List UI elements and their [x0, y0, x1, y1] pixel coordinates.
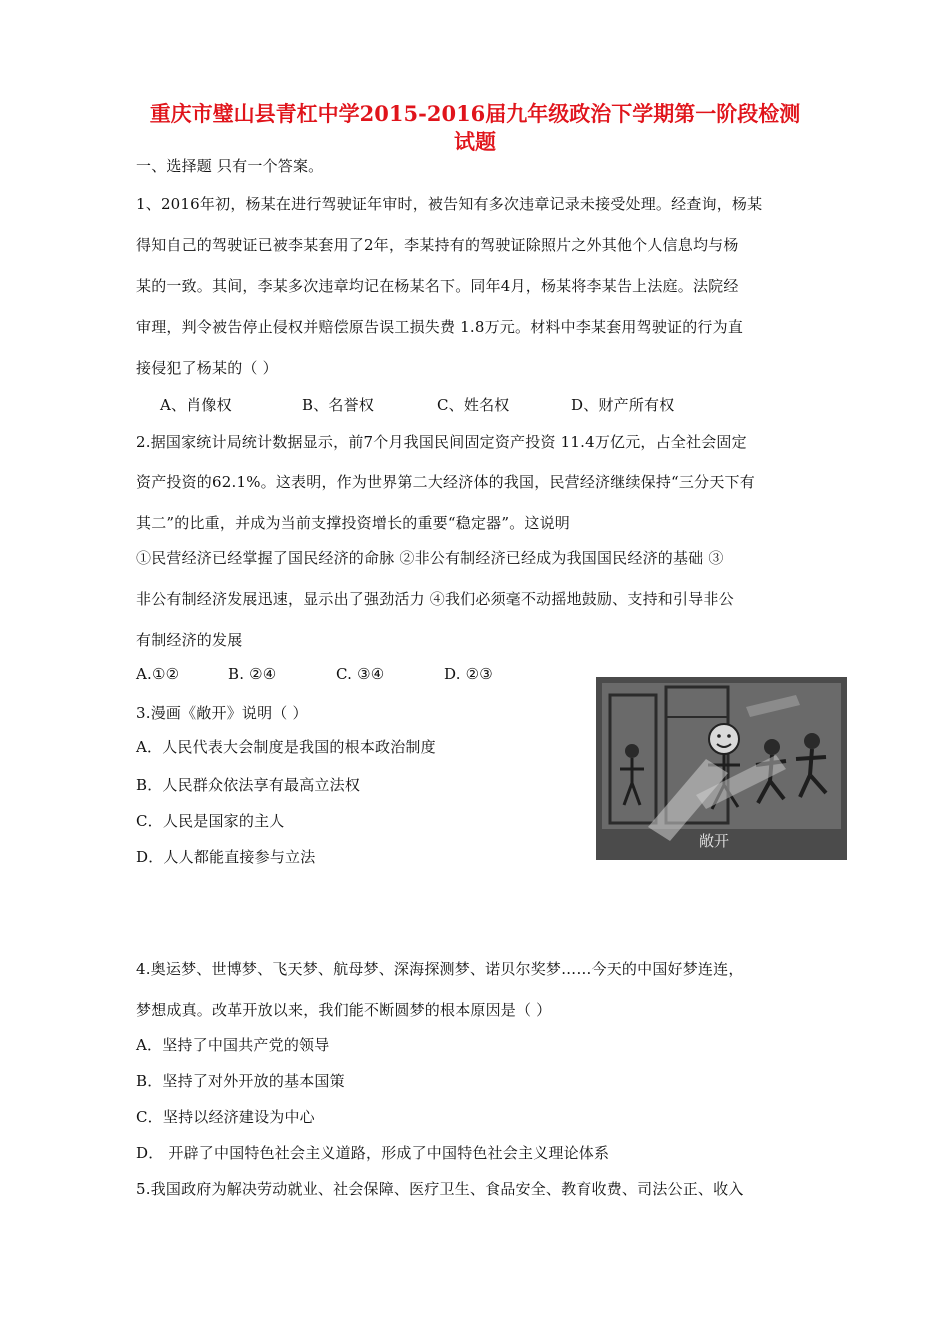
q1-line: 接侵犯了杨某的（ ） — [136, 359, 278, 377]
q2-line: 2.据国家统计局统计数据显示，前7个月我国民间固定资产投资 11.4万亿元，占全社会固定 — [136, 433, 747, 451]
q3-option-c: C．人民是国家的主人 — [136, 812, 285, 830]
q1-line: 审理，判令被告停止侵权并赔偿原告误工损失费 1.8万元。材料中李某套用驾驶证的行为直 — [136, 318, 744, 336]
cartoon-image — [596, 677, 847, 860]
cartoon-caption: 敞开 — [699, 832, 730, 850]
q3-option-b: B．人民群众依法享有最高立法权 — [136, 776, 361, 794]
q2-line: 其二”的比重，并成为当前支撑投资增长的重要“稳定器”。这说明 — [136, 514, 571, 532]
q2-line: 有制经济的发展 — [136, 631, 243, 649]
q1-line: 某的一致。其间，李某多次违章均记在杨某名下。同年4月，杨某将李某告上法庭。法院经 — [136, 277, 739, 295]
q4-option-a: A．坚持了中国共产党的领导 — [136, 1036, 330, 1054]
q1-option-a: A、肖像权 — [160, 396, 232, 414]
q4-option-d: D． 开辟了中国特色社会主义道路，形成了中国特色社会主义理论体系 — [136, 1144, 610, 1162]
q2-line: 非公有制经济发展迅速，显示出了强劲活力 ④我们必须毫不动摇地鼓励、支持和引导非公 — [136, 590, 734, 608]
q1-option-d: D、财产所有权 — [571, 396, 675, 414]
title-line-1: 重庆市璧山县青杠中学2015-2016届九年级政治下学期第一阶段检测 — [149, 101, 801, 126]
section-heading: 一、选择题 只有一个答案。 — [136, 157, 324, 175]
q3-stem: 3.漫画《敞开》说明（ ） — [136, 704, 308, 722]
q1-option-c: C、姓名权 — [437, 396, 510, 414]
q2-option-d: D. ②③ — [444, 665, 493, 683]
q1-options — [160, 394, 674, 415]
q5-line: 5.我国政府为解决劳动就业、社会保障、医疗卫生、食品安全、教育收费、司法公正、收入 — [136, 1180, 744, 1198]
title-line-2: 试题 — [454, 129, 496, 154]
q2-option-b: B. ②④ — [228, 665, 277, 683]
q3-option-a: A．人民代表大会制度是我国的根本政治制度 — [136, 738, 436, 756]
q3-option-d: D．人人都能直接参与立法 — [136, 848, 316, 866]
q2-options — [136, 665, 493, 683]
q1-line: 1、2016年初，杨某在进行驾驶证年审时，被告知有多次违章记录未接受处理。经查询，杨某 — [136, 195, 763, 213]
q2-line: 资产投资的62.1%。这表明，作为世界第二大经济体的我国，民营经济继续保持“三分天下有 — [136, 473, 755, 491]
q2-option-c: C. ③④ — [336, 665, 385, 683]
q2-option-a: A.①② — [136, 665, 180, 683]
q2-line: ①民营经济已经掌握了国民经济的命脉 ②非公有制经济已经成为我国国民经济的基础 ③ — [136, 549, 724, 567]
document-title — [110, 100, 840, 156]
q1-line: 得知自己的驾驶证已被李某套用了2年，李某持有的驾驶证除照片之外其他个人信息均与杨 — [136, 236, 739, 254]
q4-option-b: B．坚持了对外开放的基本国策 — [136, 1072, 345, 1090]
q4-line: 梦想成真。改革开放以来，我们能不断圆梦的根本原因是（ ） — [136, 1001, 552, 1019]
q4-option-c: C．坚持以经济建设为中心 — [136, 1108, 315, 1126]
q1-option-b: B、名誉权 — [302, 396, 375, 414]
q4-line: 4.奥运梦、世博梦、飞天梦、航母梦、深海探测梦、诺贝尔奖梦……今天的中国好梦连连， — [136, 960, 744, 978]
